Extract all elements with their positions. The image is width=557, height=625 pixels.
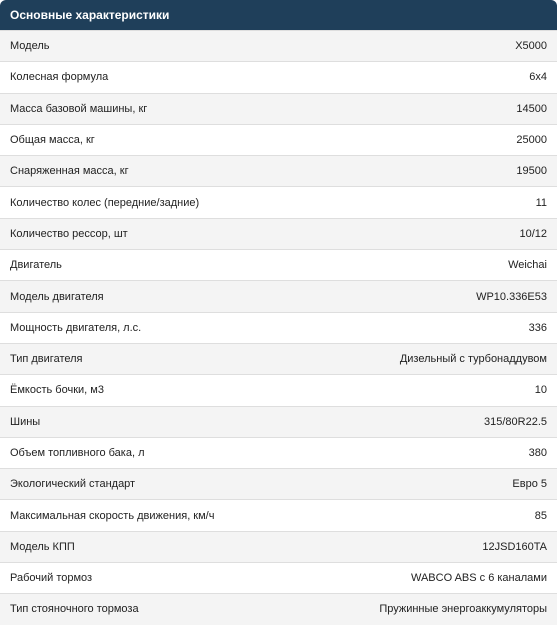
table-row [0,563,557,594]
row-label: Колесная формула [0,62,279,93]
row-value: 10/12 [279,218,557,249]
table-row [0,124,557,155]
row-value: 14500 [279,93,557,124]
row-label: Максимальная скорость движения, км/ч [0,500,279,531]
row-value: 25000 [279,124,557,155]
row-label: Модель двигателя [0,281,279,312]
row-value: X5000 [279,31,557,62]
table-row [0,281,557,312]
row-value: 12JSD160TA [279,531,557,562]
row-label: Количество колес (передние/задние) [0,187,279,218]
row-label: Двигатель [0,250,279,281]
row-label: Снаряженная масса, кг [0,156,279,187]
row-value: 6x4 [279,62,557,93]
row-value: WABCO ABS с 6 каналами [279,563,557,594]
row-value: 336 [279,312,557,343]
row-label: Объем топливного бака, л [0,437,279,468]
table-row [0,594,557,625]
row-value: Дизельный с турбонаддувом [279,343,557,374]
row-label: Тип двигателя [0,343,279,374]
row-label: Модель [0,31,279,62]
row-label: Масса базовой машины, кг [0,93,279,124]
table-row [0,500,557,531]
table-row [0,312,557,343]
row-label: Экологический стандарт [0,469,279,500]
row-label: Рабочий тормоз [0,563,279,594]
table-header-row [0,0,557,31]
table-row [0,375,557,406]
row-label: Шины [0,406,279,437]
table-row [0,156,557,187]
row-value: Евро 5 [279,469,557,500]
row-value: 85 [279,500,557,531]
row-label: Количество рессор, шт [0,218,279,249]
table-row [0,437,557,468]
row-label: Тип стояночного тормоза [0,594,279,625]
table-row [0,31,557,62]
table-row [0,531,557,562]
row-value: 19500 [279,156,557,187]
table-row [0,62,557,93]
row-value: 11 [279,187,557,218]
table-header: Основные характеристики [0,0,557,31]
row-label: Модель КПП [0,531,279,562]
row-value: 10 [279,375,557,406]
row-value: 315/80R22.5 [279,406,557,437]
row-value: Weichai [279,250,557,281]
table-row [0,469,557,500]
table-row [0,406,557,437]
row-value: 380 [279,437,557,468]
table-row [0,187,557,218]
table-row [0,343,557,374]
table-row [0,250,557,281]
row-label: Ёмкость бочки, м3 [0,375,279,406]
row-label: Мощность двигателя, л.с. [0,312,279,343]
row-value: WP10.336E53 [279,281,557,312]
table-row [0,93,557,124]
row-value: Пружинные энергоаккумуляторы [279,594,557,625]
row-label: Общая масса, кг [0,124,279,155]
table-row [0,218,557,249]
